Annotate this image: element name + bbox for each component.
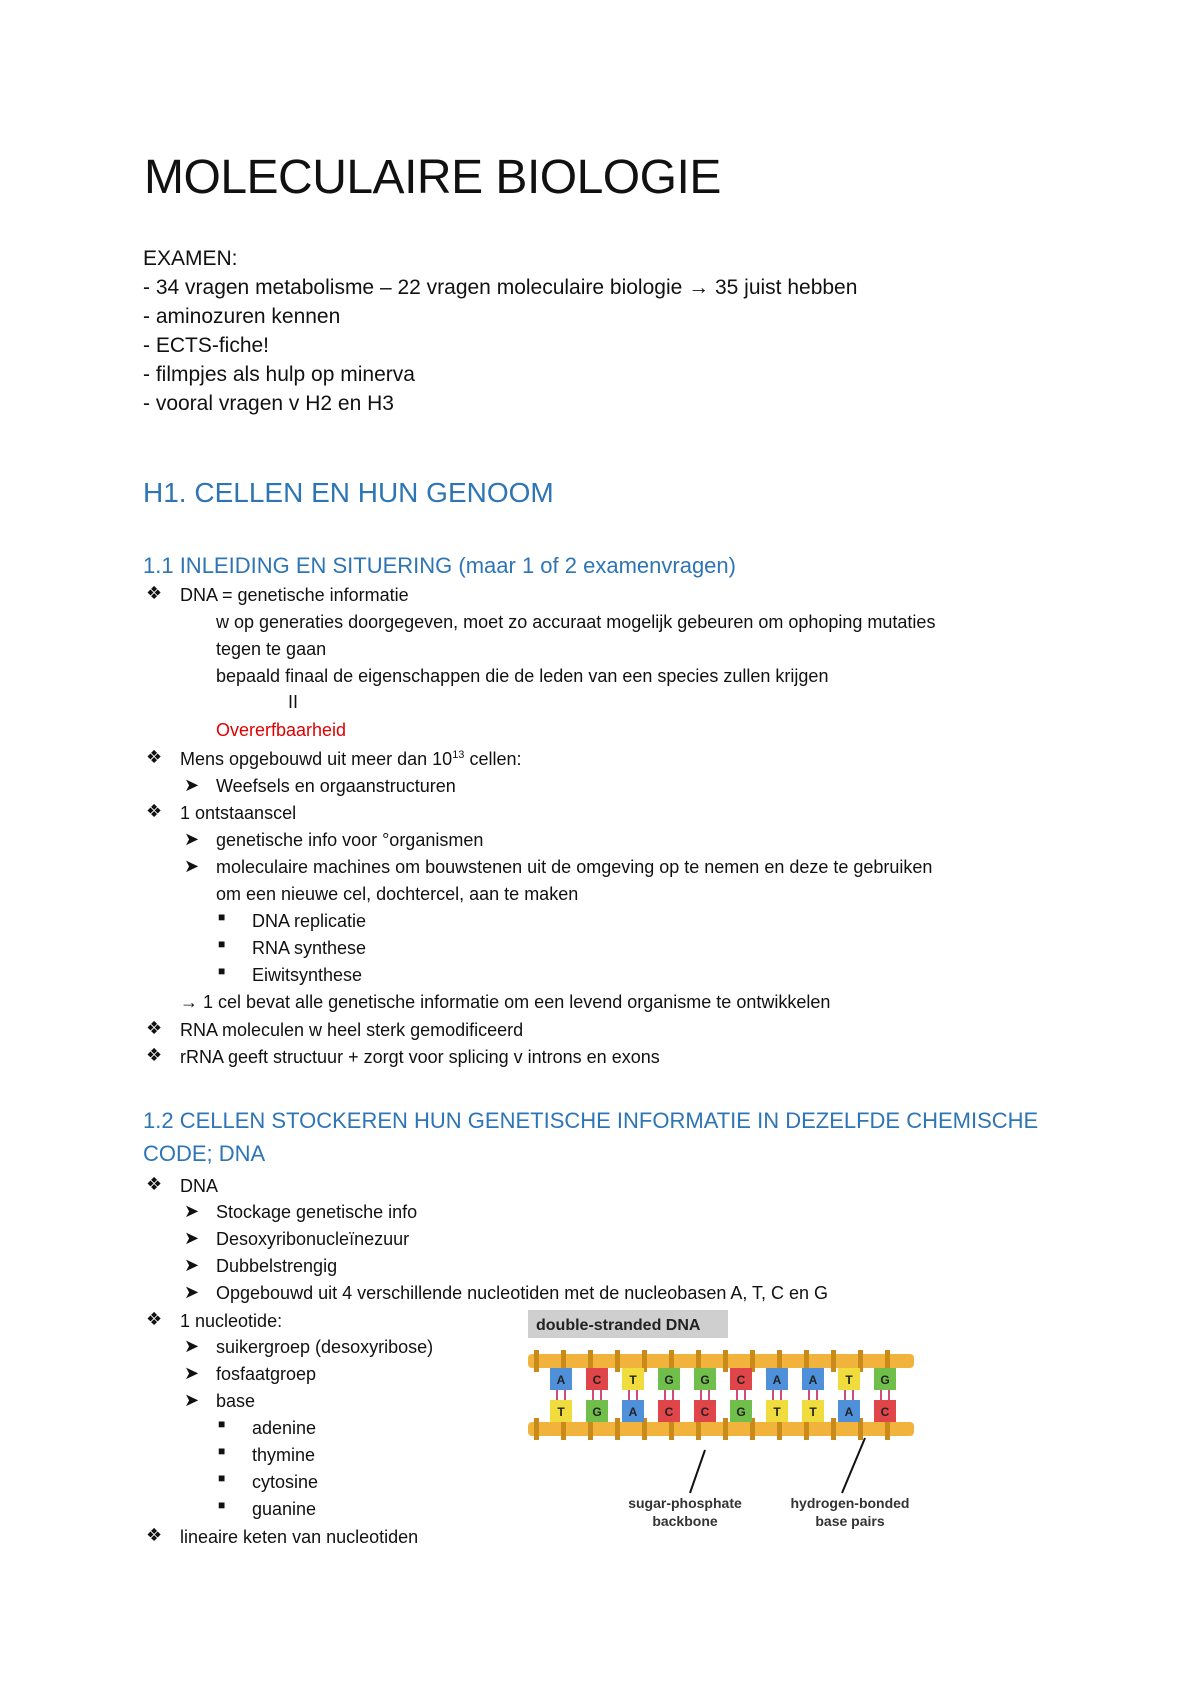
dna-figure bbox=[520, 1310, 920, 1540]
pointer-line bbox=[690, 1450, 705, 1493]
list-item: suikergroep (desoxyribose) bbox=[216, 1337, 434, 1357]
highlight-text: Overerfbaarheid bbox=[216, 720, 347, 740]
list-item: RNA synthese bbox=[252, 938, 367, 958]
square-bullet-icon: ■ bbox=[218, 937, 226, 951]
arrow-bullet-icon: ➤ bbox=[184, 1336, 200, 1356]
list-item: Stockage genetische info bbox=[216, 1202, 418, 1222]
backbone-top bbox=[528, 1354, 914, 1368]
exam-item: - filmpjes als hulp op minerva bbox=[143, 363, 415, 386]
square-bullet-icon: ■ bbox=[218, 1498, 226, 1512]
page-title: MOLECULAIRE BIOLOGIE bbox=[144, 151, 721, 204]
arrow-bullet-icon: ➤ bbox=[184, 1390, 200, 1410]
backbone-tick bbox=[831, 1418, 836, 1440]
base-letter: A bbox=[808, 1373, 818, 1387]
base-letter: C bbox=[880, 1405, 890, 1419]
backbone-bottom bbox=[528, 1422, 914, 1436]
list-item: RNA moleculen w heel sterk gemodificeerd bbox=[180, 1020, 524, 1040]
base-letter: C bbox=[592, 1373, 602, 1387]
section-heading-1-1: 1.1 INLEIDING EN SITUERING (maar 1 of 2 examenvragen) bbox=[143, 553, 736, 578]
list-item: w op generaties doorgegeven, moet zo accuraat mogelijk gebeuren om ophoping mutaties bbox=[216, 612, 936, 632]
exam-item: - ECTS-fiche! bbox=[143, 334, 270, 357]
diamond-bullet-icon: ❖ bbox=[146, 1018, 163, 1038]
pointer-line bbox=[842, 1438, 865, 1493]
diamond-bullet-icon: ❖ bbox=[146, 1525, 163, 1545]
backbone-label: sugar-phosphate bbox=[628, 1495, 742, 1511]
backbone-tick bbox=[723, 1418, 728, 1440]
list-item: genetische info voor °organismen bbox=[216, 830, 484, 850]
list-item: om een nieuwe cel, dochtercel, aan te maken bbox=[216, 884, 579, 904]
arrow-bullet-icon: ➤ bbox=[184, 1228, 200, 1248]
chapter-heading: H1. CELLEN EN HUN GENOOM bbox=[143, 477, 554, 508]
backbone-label: backbone bbox=[652, 1513, 718, 1529]
list-item: → 1 cel bevat alle genetische informatie om een levend organisme te ontwikkelen bbox=[180, 992, 831, 1012]
base-letter: T bbox=[773, 1405, 781, 1419]
arrow-bullet-icon: ➤ bbox=[184, 1282, 200, 1302]
square-bullet-icon: ■ bbox=[218, 1471, 226, 1485]
base-letter: A bbox=[772, 1373, 782, 1387]
list-item: bepaald finaal de eigenschappen die de leden van een species zullen krijgen bbox=[216, 666, 829, 686]
backbone-tick bbox=[534, 1350, 539, 1372]
base-letter: G bbox=[880, 1373, 890, 1387]
base-pairs-label: base pairs bbox=[815, 1513, 885, 1529]
arrow-bullet-icon: ➤ bbox=[184, 829, 200, 849]
exam-item: - 34 vragen metabolisme – 22 vragen moleculaire biologie → 35 juist hebben bbox=[143, 276, 858, 299]
diamond-bullet-icon: ❖ bbox=[146, 1309, 163, 1329]
list-item: thymine bbox=[252, 1445, 316, 1465]
section-heading-1-2-cont: CODE; DNA bbox=[143, 1141, 266, 1166]
exam-heading: EXAMEN: bbox=[143, 247, 238, 270]
base-letter: A bbox=[628, 1405, 638, 1419]
list-item: tegen te gaan bbox=[216, 639, 327, 659]
list-item: rRNA geeft structuur + zorgt voor splicing v introns en exons bbox=[180, 1047, 660, 1067]
diamond-bullet-icon: ❖ bbox=[146, 583, 163, 603]
backbone-tick bbox=[723, 1350, 728, 1372]
base-letter: A bbox=[556, 1373, 566, 1387]
diamond-bullet-icon: ❖ bbox=[146, 801, 163, 821]
list-item: DNA = genetische informatie bbox=[180, 585, 409, 605]
diamond-bullet-icon: ❖ bbox=[146, 747, 163, 767]
list-item: Weefsels en orgaanstructuren bbox=[216, 776, 456, 796]
list-item: Eiwitsynthese bbox=[252, 965, 363, 985]
list-item: 1 ontstaanscel bbox=[180, 803, 297, 823]
list-item: guanine bbox=[252, 1499, 317, 1519]
backbone-tick bbox=[615, 1418, 620, 1440]
base-pairs-label: hydrogen-bonded bbox=[790, 1495, 910, 1511]
square-bullet-icon: ■ bbox=[218, 964, 226, 978]
base-letter: C bbox=[700, 1405, 710, 1419]
arrow-bullet-icon: ➤ bbox=[184, 1201, 200, 1221]
equals-mark: II bbox=[288, 692, 299, 712]
base-letter: C bbox=[736, 1373, 746, 1387]
base-letter: T bbox=[809, 1405, 817, 1419]
list-item: adenine bbox=[252, 1418, 317, 1438]
base-letter: T bbox=[557, 1405, 565, 1419]
exam-item: - vooral vragen v H2 en H3 bbox=[143, 392, 394, 415]
square-bullet-icon: ■ bbox=[218, 1444, 226, 1458]
base-letter: G bbox=[700, 1373, 710, 1387]
diamond-bullet-icon: ❖ bbox=[146, 1174, 163, 1194]
base-letter: T bbox=[845, 1373, 853, 1387]
list-item: Opgebouwd uit 4 verschillende nucleotiden met de nucleobasen A, T, C en G bbox=[216, 1283, 829, 1303]
base-letter: A bbox=[844, 1405, 854, 1419]
list-item: DNA replicatie bbox=[252, 911, 367, 931]
arrow-bullet-icon: ➤ bbox=[184, 856, 200, 876]
list-item: lineaire keten van nucleotiden bbox=[180, 1527, 419, 1547]
list-item: Dubbelstrengig bbox=[216, 1256, 338, 1276]
backbone-tick bbox=[615, 1350, 620, 1372]
backbone-tick bbox=[534, 1418, 539, 1440]
list-item: Desoxyribonucleïnezuur bbox=[216, 1229, 410, 1249]
base-letter: C bbox=[664, 1405, 674, 1419]
square-bullet-icon: ■ bbox=[218, 1417, 226, 1431]
list-item: fosfaatgroep bbox=[216, 1364, 317, 1384]
arrow-bullet-icon: ➤ bbox=[184, 1363, 200, 1383]
list-item: DNA bbox=[180, 1176, 219, 1196]
arrow-bullet-icon: ➤ bbox=[184, 1255, 200, 1275]
figure-title: double-stranded DNA bbox=[536, 1317, 701, 1334]
diamond-bullet-icon: ❖ bbox=[146, 1045, 163, 1065]
base-letter: G bbox=[736, 1405, 746, 1419]
square-bullet-icon: ■ bbox=[218, 910, 226, 924]
list-item: Mens opgebouwd uit meer dan $10^{13}$ cellen: bbox=[180, 749, 522, 769]
list-item: 1 nucleotide: bbox=[180, 1311, 283, 1331]
base-letter: G bbox=[664, 1373, 674, 1387]
section-heading-1-2: 1.2 CELLEN STOCKEREN HUN GENETISCHE INFORMATIE IN DEZELFDE CHEMISCHE bbox=[143, 1108, 1039, 1133]
dna-helix bbox=[528, 1350, 914, 1440]
list-item: cytosine bbox=[252, 1472, 319, 1492]
base-letter: G bbox=[592, 1405, 602, 1419]
list-item: moleculaire machines om bouwstenen uit de omgeving op te nemen en deze te gebruiken bbox=[216, 857, 933, 877]
backbone-tick bbox=[831, 1350, 836, 1372]
base-letter: T bbox=[629, 1373, 637, 1387]
exam-item: - aminozuren kennen bbox=[143, 305, 341, 328]
list-item: base bbox=[216, 1391, 256, 1411]
arrow-bullet-icon: ➤ bbox=[184, 775, 200, 795]
